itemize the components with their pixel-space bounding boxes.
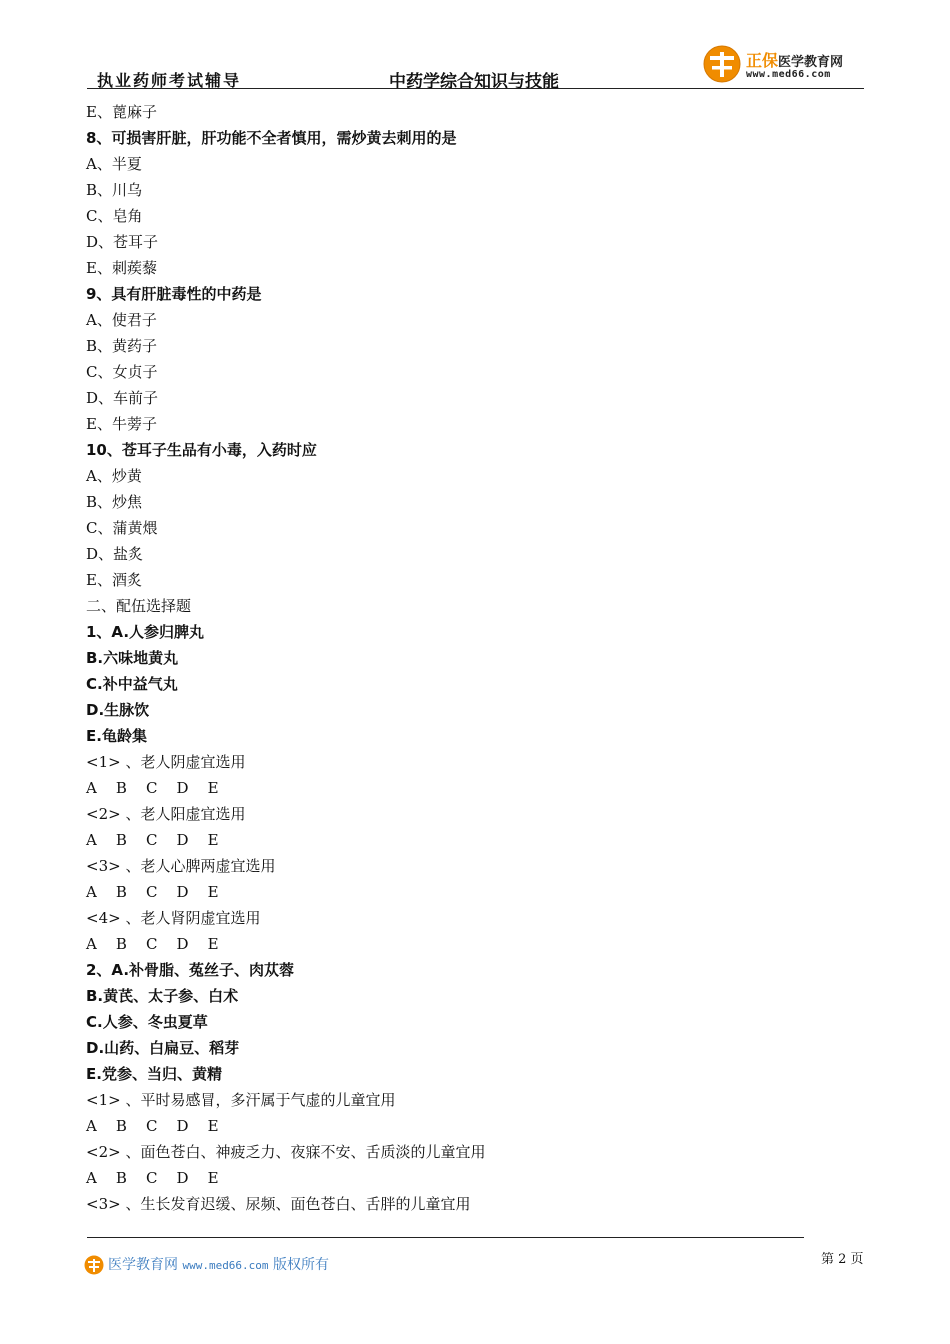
text-line: <3> 、老人心脾两虚宜选用 [86, 857, 276, 875]
question-line: 2、A.补骨脂、菟丝子、肉苁蓉 [86, 961, 295, 979]
text-line: D、车前子 [86, 389, 159, 407]
text-line: A、半夏 [86, 155, 142, 173]
brand-logo[interactable] [703, 43, 863, 85]
text-line: D、盐炙 [86, 545, 144, 563]
header-divider [87, 88, 864, 89]
footer-divider [87, 1237, 804, 1238]
text-line: E、刺蒺藜 [86, 259, 157, 277]
text-line: A B C D E [86, 1169, 219, 1187]
footer-rights: 版权所有 [273, 1257, 329, 1273]
question-line: E.党参、当归、黄精 [86, 1065, 222, 1083]
text-line: C、蒲黄煨 [86, 519, 158, 537]
header-center-title: 中药学综合知识与技能 [389, 72, 559, 92]
text-line: <2> 、老人阳虚宜选用 [86, 805, 246, 823]
footer-url: www.med66.com [182, 1259, 269, 1272]
page-header [87, 40, 864, 90]
text-line: <1> 、平时易感冒，多汗属于气虚的儿童宜用 [86, 1091, 396, 1109]
text-line: B、黄药子 [86, 337, 158, 355]
question-line: C.人参、冬虫夏草 [86, 1013, 208, 1031]
footer-brand-name: 医学教育网 [108, 1257, 178, 1273]
text-line: 二、配伍选择题 [86, 597, 192, 615]
zhengbao-logo-icon [703, 45, 741, 83]
question-line: D.山药、白扁豆、稻芽 [86, 1039, 240, 1057]
text-line: E、蓖麻子 [86, 103, 157, 121]
text-line: <3> 、生长发育迟缓、尿频、面色苍白、舌胖的儿童宜用 [86, 1195, 471, 1213]
question-line: 10、苍耳子生品有小毒，入药时应 [86, 441, 317, 459]
text-line: B、川乌 [86, 181, 143, 199]
text-line: A B C D E [86, 935, 219, 953]
text-line: A、炒黄 [86, 467, 142, 485]
logo-brand-text [746, 48, 843, 71]
question-line: 8、可损害肝脏，肝功能不全者慎用，需炒黄去刺用的是 [86, 129, 457, 147]
zhengbao-logo-icon [84, 1255, 104, 1275]
document-body [86, 99, 866, 1217]
logo-brand-name: 医学教育网 [778, 55, 844, 70]
text-line: A、使君子 [86, 311, 157, 329]
text-line: D、苍耳子 [86, 233, 159, 251]
logo-brand-zb: 正保 [746, 51, 779, 70]
footer-brand[interactable] [84, 1254, 329, 1276]
question-line: B.黄芪、太子参、白术 [86, 987, 239, 1005]
question-line: 1、A.人参归脾丸 [86, 623, 205, 641]
text-line: C、皂角 [86, 207, 143, 225]
logo-url: www.med66.com [746, 69, 831, 80]
text-line: E、牛蒡子 [86, 415, 157, 433]
question-line: B.六味地黄丸 [86, 649, 179, 667]
text-line: A B C D E [86, 883, 219, 901]
text-line: <4> 、老人肾阴虚宜选用 [86, 909, 261, 927]
question-line: C.补中益气丸 [86, 675, 178, 693]
text-line: A B C D E [86, 1117, 219, 1135]
question-line: D.生脉饮 [86, 701, 150, 719]
text-line: A B C D E [86, 779, 219, 797]
text-line: <2> 、面色苍白、神疲乏力、夜寐不安、舌质淡的儿童宜用 [86, 1143, 486, 1161]
text-line: B、炒焦 [86, 493, 143, 511]
text-line: C、女贞子 [86, 363, 158, 381]
text-line: A B C D E [86, 831, 219, 849]
header-left-title: 执业药师考试辅导 [97, 71, 242, 90]
question-line: E.龟龄集 [86, 727, 147, 745]
text-line: E、酒炙 [86, 571, 142, 589]
text-line: <1> 、老人阴虚宜选用 [86, 753, 246, 771]
question-line: 9、具有肝脏毒性的中药是 [86, 285, 262, 303]
page-number: 第 2 页 [821, 1252, 864, 1267]
